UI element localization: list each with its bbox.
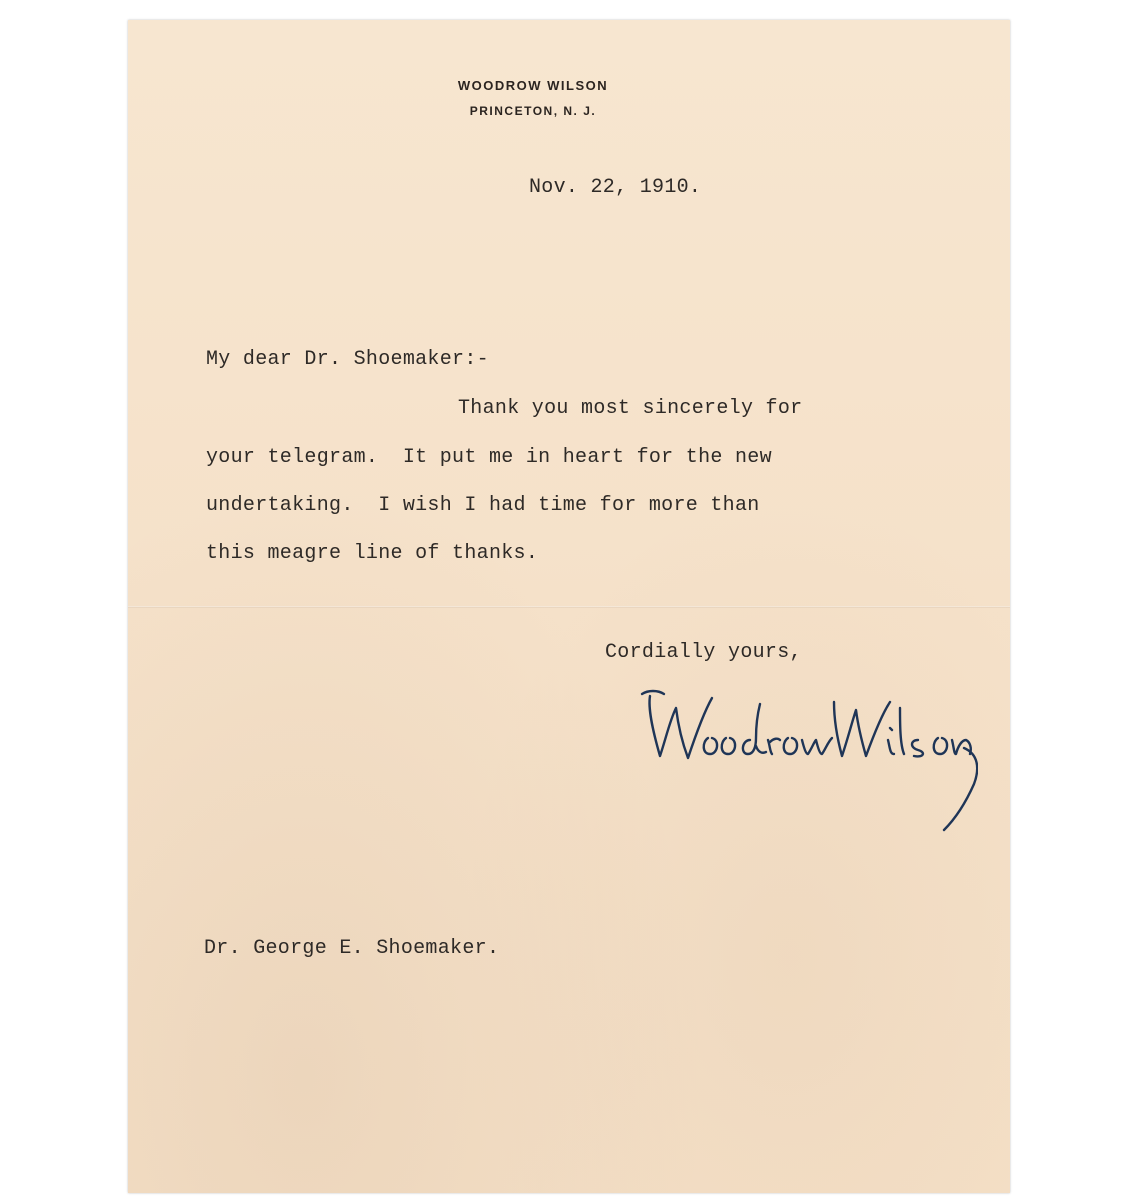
body-line-2: your telegram. It put me in heart for the new [206, 446, 772, 469]
salutation: My dear Dr. Shoemaker:- [206, 348, 489, 371]
body-line-4: this meagre line of thanks. [206, 542, 539, 565]
recipient: Dr. George E. Shoemaker. [204, 937, 500, 960]
body-line-3: undertaking. I wish I had time for more than [206, 494, 760, 517]
letter-sheet [128, 20, 1010, 1193]
signature-drawing [638, 668, 978, 838]
closing: Cordially yours, [605, 641, 802, 664]
body-line-1: Thank you most sincerely for [458, 397, 803, 420]
handwritten-signature [638, 668, 978, 838]
letterhead-place: PRINCETON, N. J. [469, 104, 597, 118]
letterhead-name: WOODROW WILSON [457, 78, 609, 93]
fold-line [128, 606, 1010, 608]
letter-date: Nov. 22, 1910. [529, 176, 702, 199]
